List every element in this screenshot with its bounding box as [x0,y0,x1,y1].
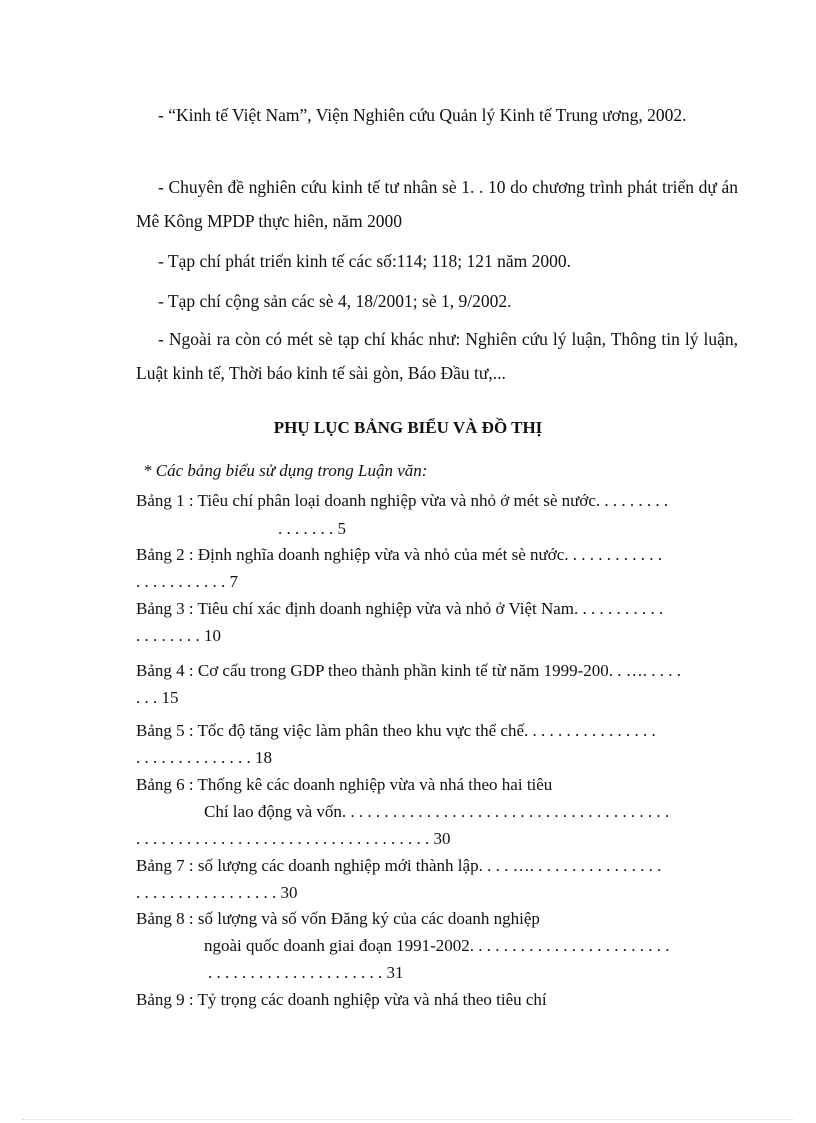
appendix-title: PHỤ LỤC BẢNG BIỂU VÀ ĐỒ THỊ [273,418,543,437]
toc-entry: Bảng 4 : Cơ cấu trong GDP theo thành phần kinh tế từ năm 1999-200. . …. . . . . [136,661,681,680]
reference-item: - “Kinh tế Việt Nam”, Viện Nghiên cứu Quản lý Kinh tế Trung ương, 2002. [158,105,687,125]
toc-page-number: . . . . . . . . . . . . . . . . . . . . . 31 [208,963,404,982]
toc-page-number: . . . . . . . . . . . . . . . . . 30 [136,883,298,902]
toc-entry: Bảng 2 : Định nghĩa doanh nghiệp vừa và nhỏ của mét sè nước. . . . . . . . . . . . [136,545,662,564]
toc-page-number: . . . 15 [136,688,179,707]
reference-item: - Chuyên đề nghiên cứu kinh tế tư nhân sè 1. . 10 do chương trình phát triển dự án Mê Kông MPDP thực hiên, năm 2000 [136,177,738,231]
reference-item: - Ngoài ra còn có mét sè tạp chí khác như: Nghiên cứu lý luận, Thông tin lý luận, Luật kinh tế, Thời báo kinh tế sài gòn, Báo Đầu tư,... [136,329,738,383]
toc-entry: Bảng 8 : số lượng và số vốn Đăng ký của các doanh nghiệp [136,909,540,928]
appendix-subtitle: * Các bảng biểu sử dụng trong Luận văn: [143,461,428,480]
toc-entry: Bảng 1 : Tiêu chí phân loại doanh nghiệp vừa và nhỏ ở mét sè nước. . . . . . . . . [136,491,669,510]
toc-page-number: . . . . . . . . . . . 7 [136,572,238,591]
toc-page-number: . . . . . . . 5 [278,519,346,538]
page-bottom-rule [22,1119,794,1120]
toc-entry-continued: ngoài quốc doanh giai đoạn 1991-2002. . . . . . . . . . . . . . . . . . . . . . . . [204,936,670,955]
toc-page-number: . . . . . . . . . . . . . . . . . . . . . . . . . . . . . . . . . . . 30 [136,829,451,848]
toc-entry-continued: Chí lao động và vốn. . . . . . . . . . . . . . . . . . . . . . . . . . . . . . . . . . . . . . . [204,802,670,821]
toc-entry: Bảng 9 : Tỷ trọng các doanh nghiệp vừa và nhá theo tiêu chí [136,990,547,1009]
toc-page-number: . . . . . . . . . . . . . . 18 [136,748,272,767]
reference-item: - Tạp chí phát triển kinh tế các số:114; 118; 121 năm 2000. [158,251,571,271]
toc-entry: Bảng 6 : Thống kê các doanh nghiệp vừa và nhá theo hai tiêu [136,775,553,794]
toc-entry: Bảng 7 : số lượng các doanh nghiệp mới thành lập. . . . …. . . . . . . . . . . . . . . . [136,856,662,875]
toc-entry: Bảng 5 : Tốc độ tăng việc làm phân theo khu vực thể chế. . . . . . . . . . . . . . . . [136,721,656,740]
reference-item: - Tạp chí cộng sản các sè 4, 18/2001; sè 1, 9/2002. [158,291,512,311]
toc-page-number: . . . . . . . . 10 [136,626,221,645]
toc-entry: Bảng 3 : Tiêu chí xác định doanh nghiệp vừa và nhỏ ở Việt Nam. . . . . . . . . . . [136,599,664,618]
